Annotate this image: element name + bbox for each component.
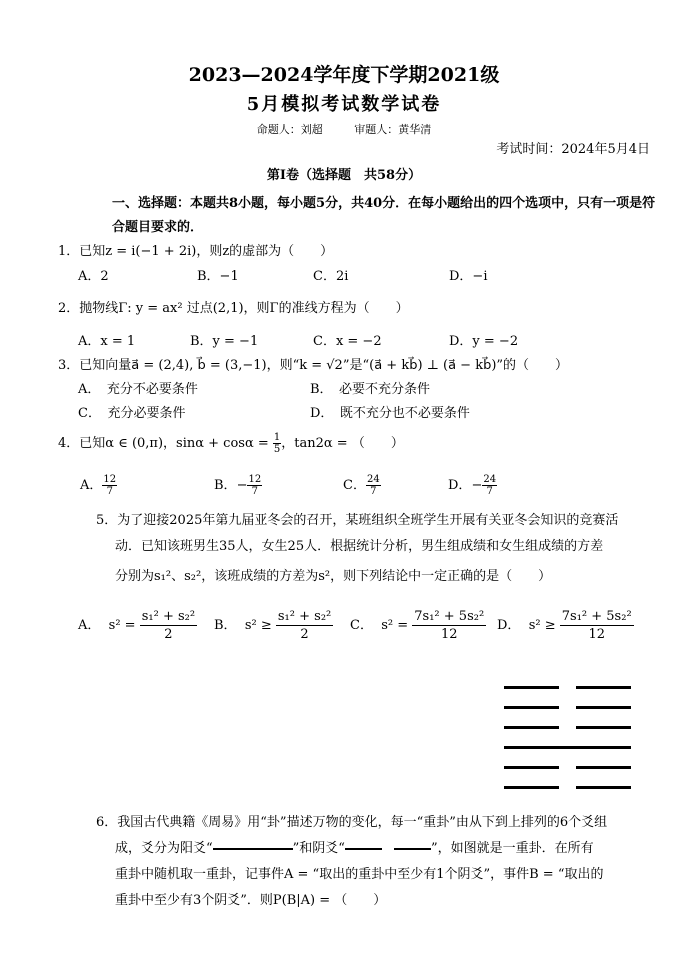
q4-option-c: C． $\frac{24}{7}$ [343,474,380,497]
q1-option-d: D．−i [449,269,488,284]
q4-option-a: A． $\frac{12}{7}$ [80,474,117,497]
hexagram-yin-segment [504,766,559,769]
q5-line1: 5．为了迎接2025年第九届亚冬会的召开，某班组织全班学生开展有关亚冬会知识的竞赛活 [96,513,619,528]
section1-heading: 一、选择题：本题共8小题，每小题5分，共40分．在每小题给出的四个选项中，只有一项是符合题目要求的． [112,196,656,235]
hexagram-yang-line [504,746,631,749]
q5-line3: 分别为s₁²、s₂²，该班成绩的方差为s²，则下列结论中一定正确的是（ ） [115,569,552,584]
q5-line2: 动．已知该班男生35人，女生25人．根据统计分析，男生组成绩和女生组成绩的方差 [115,539,604,554]
setter: 命题人：刘超 [256,123,323,136]
q3-option-b: B． 必要不充分条件 [310,382,431,397]
q1-option-a: A．2 [78,269,109,284]
hexagram-yin-segment [504,686,559,689]
q6-line4: 重卦中至少有3个阴爻”．则P(B|A) = （ ） [115,893,387,908]
hexagram-figure [500,680,635,795]
q4-option-b: B．− $\frac{12}{7}$ [214,474,262,497]
q4-stem-suffix: ，tan2α = （ ） [281,436,404,451]
q4-stem-fraction: $\frac{1}{5}$ [273,432,281,455]
q2-option-b: B．y = −1 [190,334,259,349]
q5-option-b: B． s² ≥ $\frac{\text{s₁² + s₂²}}{2}$ [214,609,332,642]
yin-yao-symbol [345,848,431,850]
q2-stem: 2．抛物线Γ: y = ax² 过点(2,1)，则Γ的准线方程为（ ） [58,301,409,316]
q5-option-c: C． s² = $\frac{\text{7s₁² + 5s₂²}}{12}$ [350,609,485,642]
part1-title: 第Ⅰ卷（选择题 共58分） [266,168,422,183]
q2-option-a: A．x = 1 [78,334,136,349]
hexagram-yin-segment [576,726,631,729]
reviewer: 审题人：黄华清 [354,123,432,136]
hexagram-yin-segment [504,726,559,729]
q4-option-d: D．− $\frac{24}{7}$ [448,474,497,497]
exam-title-line2: 5月模拟考试数学试卷 [246,94,442,115]
hexagram-yin-segment [504,786,559,789]
q2-option-c: C．x = −2 [313,334,382,349]
hexagram-yin-segment [576,786,631,789]
q1-option-c: C．2i [313,269,349,284]
q3-stem: 3．已知向量a⃗ = (2,4), b⃗ = (3,−1)，则“k = √2”是“(a⃗ + kb⃗) ⊥ (a⃗ − kb⃗)”的（ ） [58,358,569,373]
hexagram-yin-segment [576,706,631,709]
q1-option-b: B．−1 [197,269,239,284]
exam-title-line1: 2023—2024学年度下学期2021级 [188,64,500,86]
q6-line2: 成，爻分为阳爻“ ”和阴爻“ ”，如图就是一重卦．在所有 [115,841,594,856]
q5-option-a: A． s² = $\frac{\text{s₁² + s₂²}}{2}$ [78,609,196,642]
q4-stem-prefix: 4．已知α ∈ (0,π)，sinα + cosα = [58,436,273,451]
hexagram-yin-segment [576,766,631,769]
q4-stem [58,432,404,455]
q5-option-d: D． s² ≥ $\frac{\text{7s₁² + 5s₂²}}{12}$ [497,609,632,642]
hexagram-yin-segment [504,706,559,709]
hexagram-yin-segment [576,686,631,689]
q1-stem: 1．已知z = i(−1 + 2i)，则z的虚部为（ ） [58,244,334,259]
q3-option-c: C． 充分必要条件 [78,406,186,421]
setters-line [0,121,688,137]
q6-line3: 重卦中随机取一重卦，记事件A = “取出的重卦中至少有1个阴爻”，事件B = “取出的 [115,867,604,882]
q2-option-d: D．y = −2 [449,334,519,349]
q6-line1: 6．我国古代典籍《周易》用“卦”描述万物的变化，每一“重卦”由从下到上排列的6个爻组 [96,815,608,830]
exam-time: 考试时间：2024年5月4日 [496,142,650,157]
q3-option-a: A． 充分不必要条件 [78,382,198,397]
q3-option-d: D． 既不充分也不必要条件 [310,406,470,421]
yang-yao-symbol [213,848,293,850]
